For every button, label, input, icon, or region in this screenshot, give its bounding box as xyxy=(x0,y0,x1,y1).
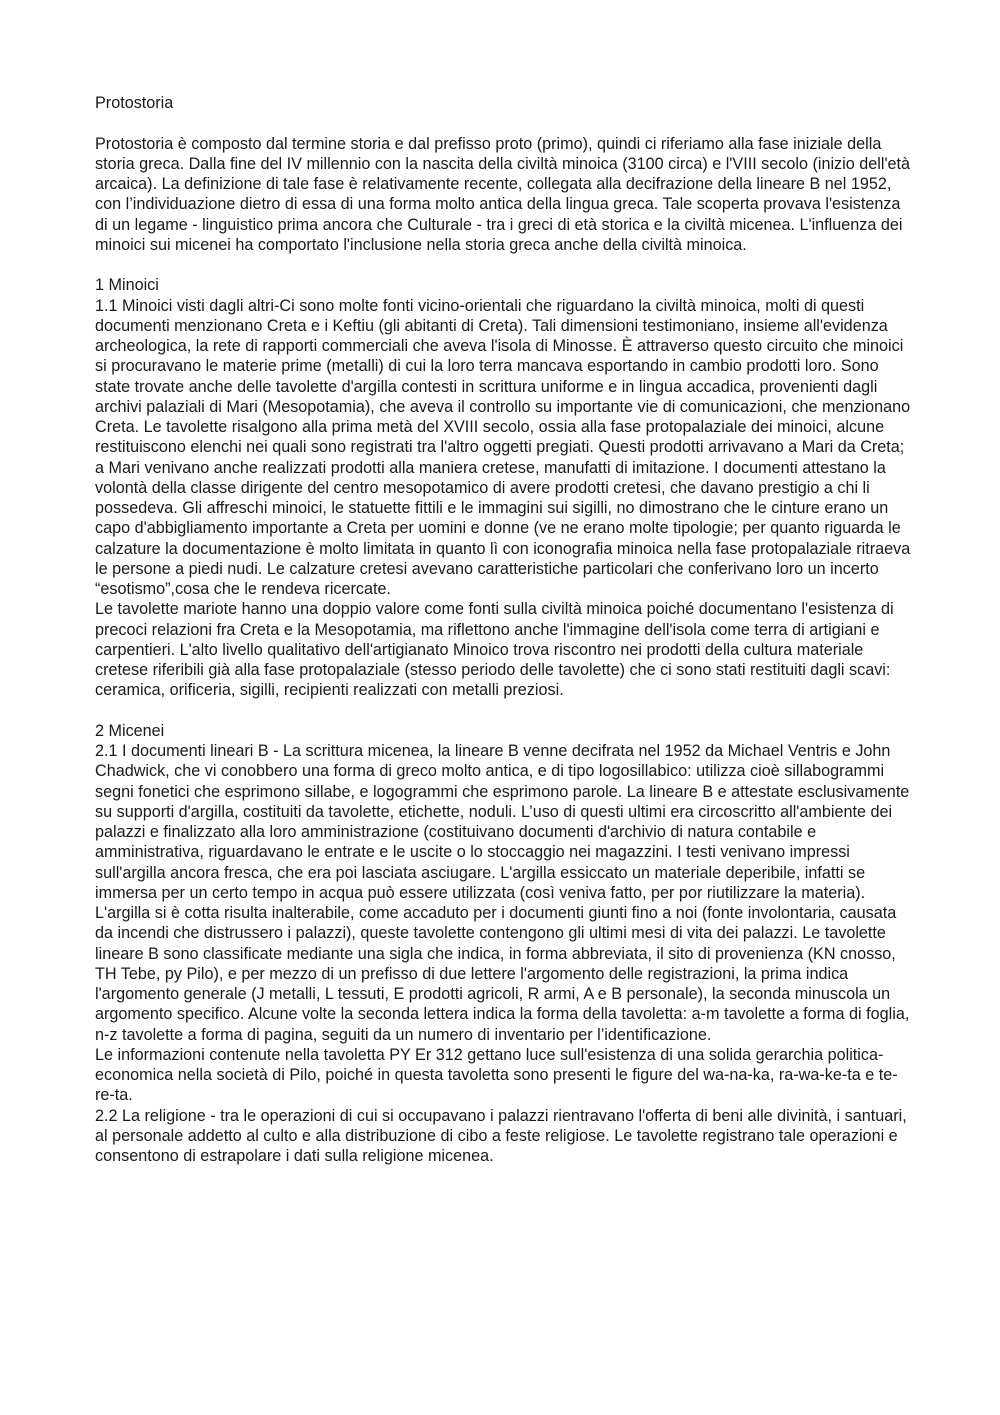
spacer xyxy=(95,701,915,721)
paragraph-tavoletta-py-er-312: Le informazioni contenute nella tavoletta PY Er 312 gettano luce sull'esistenza di una solida gerarchia politica-economica nella società di Pilo, poiché in questa tavoletta sono presenti le figure del wa-na-ka, ra-wa-ke-ta e te-re-ta. xyxy=(95,1045,898,1105)
document-page xyxy=(95,93,915,1166)
spacer xyxy=(95,255,915,275)
paragraph-minoici-visti: 1.1 Minoici visti dagli altri-Ci sono molte fonti vicino-orientali che riguardano la civiltà minoica, molti di questi documenti menzionano Creta e i Keftiu (gli abitanti di Creta). Tali dimensioni testimoniano, insieme all'evidenza archeologica, la rete di rapporti commerciali che aveva l'isola di Minosse. È attraverso questo circuito che minoici si procuravano le materie prime (metalli) di cui la loro terra mancava esportando in cambio prodotti loro. Sono state trovate anche delle tavolette d'argilla contesti in scrittura uniforme e in lingua accadica, provenienti dagli archivi palaziali di Mari (Mesopotamia), che aveva il controllo su importante vie di comunicazioni, che menzionano Creta. Le tavolette risalgono alla prima metà del XVIII secolo, ossia alla fase protopalaziale dei minoici, alcune restituiscono elenchi nei quali sono registrati tra l'altro oggetti pregiati. Questi prodotti arrivavano a Mari da Creta; a Mari venivano anche realizzati prodotti alla maniera cretese, manufatti di imitazione. I documenti attestano la volontà della classe dirigente del centro mesopotamico di avere prodotti cretesi, che davano prestigio a chi li possedeva. Gli affreschi minoici, le statuette fittili e le immagini sui sigilli, no dimostrano che le cinture erano un capo d'abbigliamento importante a Creta per uomini e donne (ve ne erano molte tipologie; per quanto riguarda le calzature la documentazione è molto limitata in quanto lì con iconografia minoica nella fase protopalaziale ritraeva le persone a piedi nudi. Le calzature cretesi avevano caratteristiche particolari che conferivano loro un incerto “esotismo”,cosa che le rendeva ricercate. xyxy=(95,296,911,598)
paragraph-tavolette-mariote: Le tavolette mariote hanno una doppio valore come fonti sulla civiltà minoica poiché documentano l'esistenza di precoci relazioni fra Creta e la Mesopotamia, ma riflettono anche l'immagine dell'isola come terra di artigiani e carpentieri. L'alto livello qualitativo dell'artigianato Minoico trova riscontro nei prodotti della cultura materiale cretese riferibili già alla fase protopalaziale (stesso periodo delle tavolette) che ci sono stati restituiti dagli scavi: ceramica, orificeria, sigilli, recipienti realizzati con metalli preziosi. xyxy=(95,600,894,700)
paragraph-religione: 2.2 La religione - tra le operazioni di cui si occupavano i palazzi rientravano l'offerta di beni alle divinità, i santuari, al personale addetto al culto e alla distribuzione di cibo a feste religiose. Le tavolette registrano tale operazioni e consentono di estrapolare i dati sulla religione micenea. xyxy=(95,1106,907,1165)
spacer xyxy=(95,113,915,133)
section-heading-micenei: 2 Micenei xyxy=(95,721,165,740)
intro-paragraph: Protostoria è composto dal termine storia e dal prefisso proto (primo), quindi ci riferiamo alla fase iniziale della storia greca. Dalla fine del IV millennio con la nascita della civiltà minoica (3100 circa) e l'VIII secolo (inizio dell'età arcaica). La definizione di tale fase è relativamente recente, collegata alla decifrazione della lineare B nel 1952, con l’individuazione dietro di essa di una forma molto antica della lingua greca. Tale scoperta provava l'esistenza di un legame - linguistico prima ancora che Culturale - tra i greci di età storica e la civiltà micenea. L'influenza dei minoici sui micenei ha comportato l'inclusione nella storia greca anche della civiltà minoica. xyxy=(95,134,911,254)
section-heading-minoici: 1 Minoici xyxy=(95,276,159,295)
paragraph-lineare-b: 2.1 I documenti lineari B - La scrittura micenea, la lineare B venne decifrata nel 1952 da Michael Ventris e John Chadwick, che vi conobbero una forma di greco molto antica, e di tipo logosillabico: utilizza cioè sillabogrammi segni fonetici che esprimono sillabe, e logogrammi che esprimono parole. La lineare B e attestate esclusivamente su supporti d'argilla, costituiti da tavolette, etichette, noduli. L’uso di questi ultimi era circoscritto all'ambiente dei palazzi e finalizzato alla loro amministrazione (costituivano documenti d'archivio di natura contabile e amministrativa, riguardavano le entrate e le uscite o lo stoccaggio nei magazzini. I testi venivano impressi sull'argilla ancora fresca, che era poi lasciata asciugare. L'argilla essiccato un materiale deperibile, infatti se immersa per un certo tempo in acqua può essere utilizzata (così veniva fatto, per por riutilizzare la materia). L'argilla si è cotta risulta inalterabile, come accaduto per i documenti giunti fino a noi (fonte involontaria, causata da incendi che distrussero i palazzi), queste tavolette contengono gli ultimi mesi di vita dei palazzi. Le tavolette lineare B sono classificate mediante una sigla che indica, in forma abbreviata, il sito di provenienza (KN cnosso, TH Tebe, py Pilo), e per mezzo di un prefisso di due lettere l'argomento delle registrazioni, la prima indica l'argomento generale (J metalli, L tessuti, E prodotti agricoli, R armi, A e B personale), la seconda minuscola un argomento specifico. Alcune volte la seconda lettera indica la forma della tavoletta: a-m tavolette a forma di foglia, n-z tavolette a forma di pagina, seguiti da un numero di inventario per l’identificazione. xyxy=(95,742,910,1044)
document-title: Protostoria xyxy=(95,94,174,112)
